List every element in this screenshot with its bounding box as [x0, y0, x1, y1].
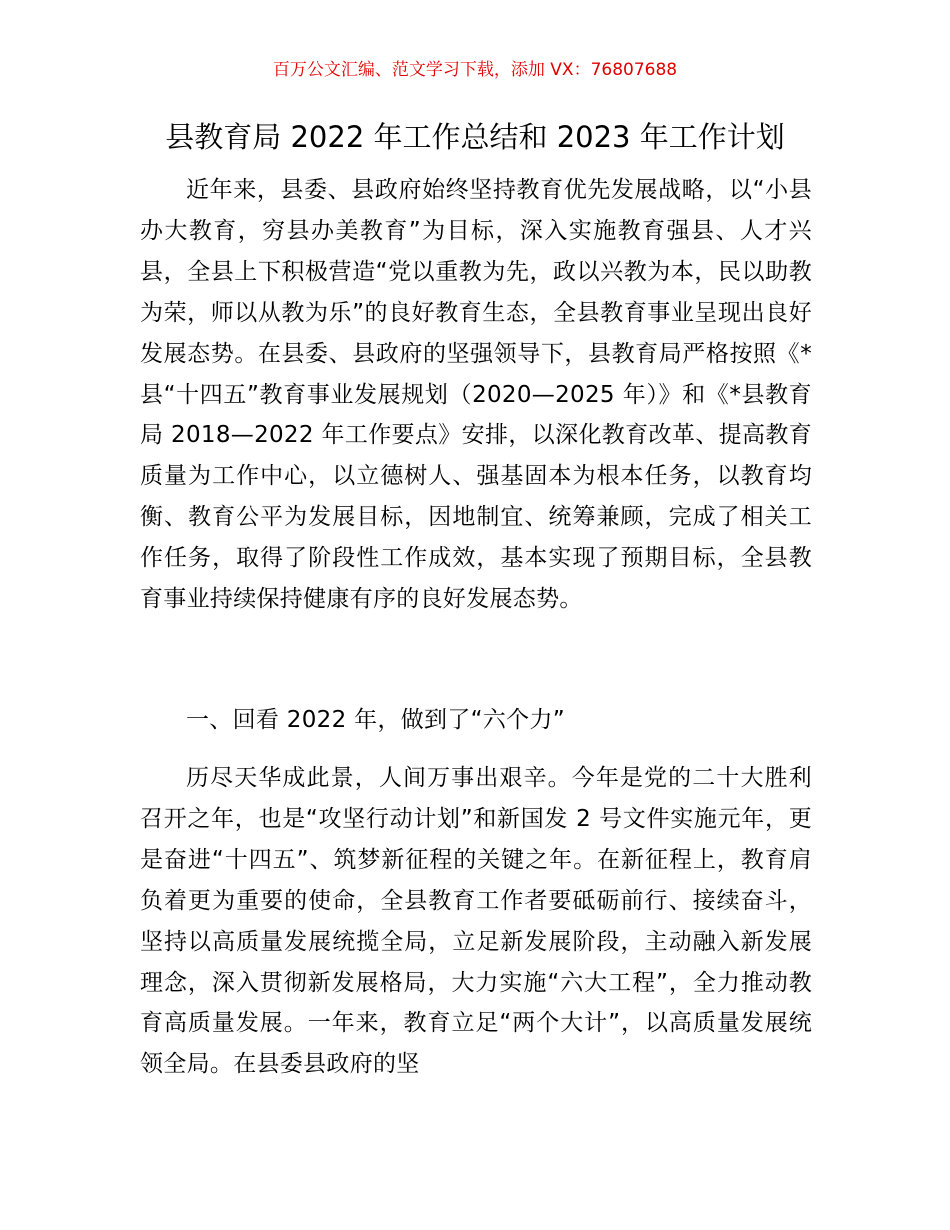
document-title: 县教育局 2022 年工作总结和 2023 年工作计划 — [165, 120, 785, 154]
section-heading: 一、回看 2022 年，做到了“六个力” — [186, 707, 565, 733]
body-paragraph: 历尽天华成此景，人间万事出艰辛。今年是党的二十大胜利召开之年，也是“攻坚行动计划”和新国发 2 号文件实施元年，更是奋进“十四五”、筑梦新征程的关键之年。在新征程上，教育肩负着更为重要的使命，全县教育工作者要砥砺前行、接续奋斗，坚持以高质量发展统揽全局，立足新发展阶段，主动融入新发展理念，深入贯彻新发展格局，大力实施“六大工程”，全力推动教育高质量发展。一年来，教育立足“两个大计”，以高质量发展统领全局。在县委县政府的坚 — [140, 765, 812, 1078]
body-paragraph: 近年来，县委、县政府始终坚持教育优先发展战略，以“小县办大教育，穷县办美教育”为目标，深入实施教育强县、人才兴县，全县上下积极营造“党以重教为先，政以兴教为本，民以助教为荣，师以从教为乐”的良好教育生态，全县教育事业呈现出良好发展态势。在县委、县政府的坚强领导下，县教育局严格按照《*县“十四五”教育事业发展规划（2020—2025 年）》和《*县教育局 2018—2022 年工作要点》安排，以深化教育改革、提高教育质量为工作中心，以立德树人、强基固本为根本任务，以教育均衡、教育公平为发展目标，因地制宜、统筹兼顾，完成了相关工作任务，取得了阶段性工作成效，基本实现了预期目标，全县教育事业持续保持健康有序的良好发展态势。 — [140, 177, 812, 613]
header-banner: 百万公文汇编、范文学习下载，添加 VX：76807688 — [272, 60, 678, 80]
